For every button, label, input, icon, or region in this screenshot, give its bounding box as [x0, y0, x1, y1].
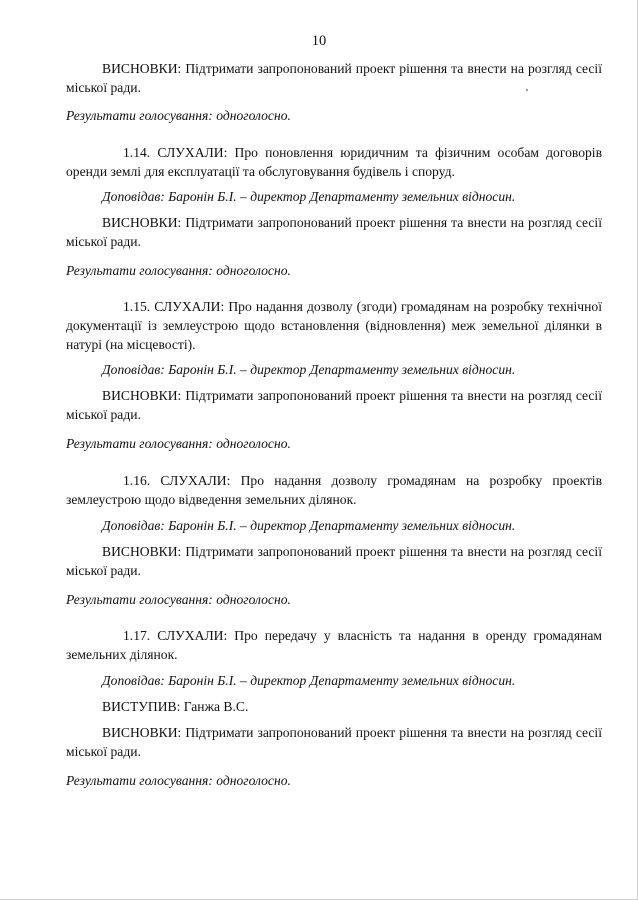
vote-result: Результати голосування: одноголосно. [66, 263, 291, 278]
conclusion-paragraph: ВИСНОВКИ: Підтримати запропонований проект рішення та внести на розгляд сесії міської ради. [66, 215, 602, 249]
heard-paragraph-1-16: 1.16. СЛУХАЛИ: Про надання дозволу громадянам на розробку проектів землеустрою щодо відведення земельних ділянок. [66, 473, 602, 507]
page-number: 10 [311, 33, 327, 49]
heard-paragraph-1-15: 1.15. СЛУХАЛИ: Про надання дозволу (згоди) громадянам на розробку технічної документації із землеустрою щодо встановлення (відновлення) меж земельної ділянки в натурі (на місцевості). [66, 299, 602, 352]
vote-result: Результати голосування: одноголосно. [66, 592, 291, 607]
heard-paragraph-1-14: 1.14. СЛУХАЛИ: Про поновлення юридичним та фізичним особам договорів оренди землі для експлуатації та обслуговування будівель і споруд. [66, 145, 602, 179]
conclusion-paragraph: ВИСНОВКИ: Підтримати запропонований проект рішення та внести на розгляд сесії міської ради. [66, 544, 602, 578]
speaker-line: Доповідав: Баронін Б.І. – директор Департаменту земельних відносин. [102, 189, 516, 204]
speaker-line: Доповідав: Баронін Б.І. – директор Департаменту земельних відносин. [102, 362, 516, 377]
speech-line: ВИСТУПИВ: Ганжа В.С. [102, 699, 249, 714]
speaker-line: Доповідав: Баронін Б.І. – директор Департаменту земельних відносин. [102, 673, 516, 688]
conclusion-paragraph: ВИСНОВКИ: Підтримати запропонований проект рішення та внести на розгляд сесії міської ради. [66, 388, 602, 422]
vote-result: Результати голосування: одноголосно. [66, 436, 291, 451]
speaker-line: Доповідав: Баронін Б.І. – директор Департаменту земельних відносин. [102, 518, 516, 533]
conclusion-paragraph: ВИСНОВКИ: Підтримати запропонований проект рішення та внести на розгляд сесії міської ради. [66, 61, 602, 95]
conclusion-paragraph: ВИСНОВКИ: Підтримати запропонований проект рішення та внести на розгляд сесії міської ради. [66, 725, 602, 759]
vote-result: Результати голосування: одноголосно. [66, 773, 291, 788]
heard-paragraph-1-17: 1.17. СЛУХАЛИ: Про передачу у власність та надання в оренду громадянам земельних ділянок. [66, 628, 602, 662]
vote-result: Результати голосування: одноголосно. [66, 108, 291, 123]
